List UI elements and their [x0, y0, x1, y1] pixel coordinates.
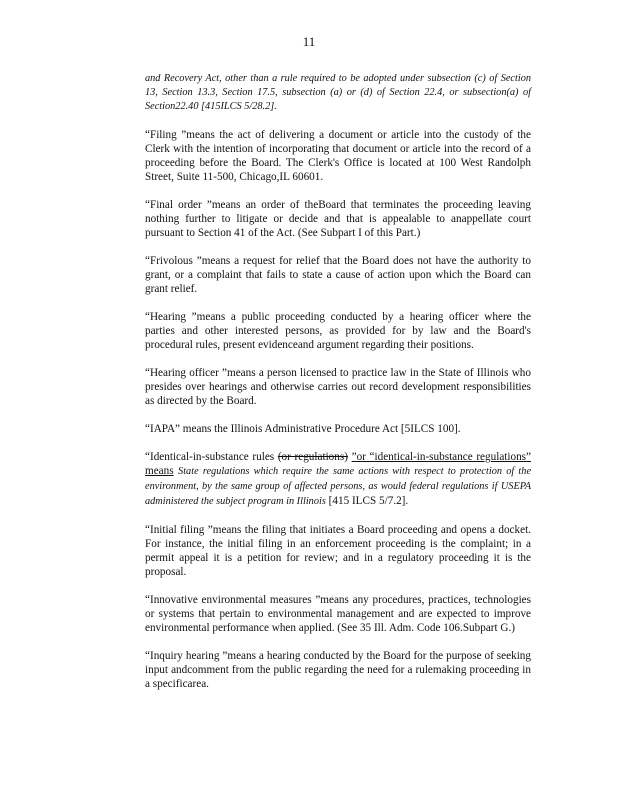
means-word: means [145, 465, 174, 477]
filing-definition: “Filing ”means the act of delivering a document or article into the custody of the Clerk with the intention of incorporating that document or article into the record of a proceeding before the Board. The Clerk's Office is located at 100 West Randolph Street, Suite 11-500, Chicago,IL 60601. [145, 129, 531, 183]
identical-lead: “Identical-in-substance rules [145, 451, 275, 463]
struck-text: (or regulations) [277, 451, 348, 463]
inserted-text: ”or “identical-in-substance regulations” [351, 451, 532, 463]
page-number: 11 [302, 34, 316, 49]
statutory-quote: State regulations which require the same actions with respect to protection of the environment, by the same group of affected persons, as would federal regulations if USEPA administered the subject program in Illinois [145, 466, 532, 507]
definitions-body [145, 72, 531, 705]
hearing-definition: “Hearing ”means a public proceeding conducted by a hearing officer where the parties and other interested persons, as provided for by law and the Board's procedural rules, present evidenceand argument regarding their positions. [145, 311, 531, 351]
innovative-measures-definition: “Innovative environmental measures ”means any procedures, practices, technologies or systems that pertain to environmental management and are expected to improve environmental performance when applied. (See 35 Ill. Adm. Code 106.Subpart G.) [145, 594, 531, 634]
recovery-act-paragraph: and Recovery Act, other than a rule required to be adopted under subsection (c) of Section 13, Section 13.3, Section 17.5, subsection (a) or (d) of Section 22.4, or subsection(a) of Section22.40 [415ILCS 5/28.2]. [145, 73, 531, 112]
hearing-officer-definition: “Hearing officer ”means a person licensed to practice law in the State of Illinois who presides over hearings and otherwise carries out record development responsibilities as directed by the Board. [145, 367, 531, 407]
inquiry-hearing-definition: “Inquiry hearing ”means a hearing conducted by the Board for the purpose of seeking input andcomment from the public regarding the need for a rulemaking proceeding in a specificarea. [145, 650, 531, 690]
identical-in-substance-definition [145, 450, 531, 509]
iapa-definition: “IAPA” means the Illinois Administrative Procedure Act [5ILCS 100]. [145, 423, 461, 435]
initial-filing-definition: “Initial filing ”means the filing that initiates a Board proceeding and opens a docket. For instance, the initial filing in an enforcement proceeding is the complaint; in a permit appeal it is a petition for review; and in a regulatory proceeding it is the proposal. [145, 524, 531, 578]
frivolous-definition: “Frivolous ”means a request for relief that the Board does not have the authority to grant, or a complaint that fails to state a cause of action upon which the Board can grant relief. [145, 255, 531, 295]
citation: [415 ILCS 5/7.2]. [328, 495, 409, 507]
final-order-definition: “Final order ”means an order of theBoard that terminates the proceeding leaving nothing further to litigate or decide and that is appealable to anappellate court pursuant to Section 41 of the Act. (See Subpart I of this Part.) [145, 199, 531, 239]
